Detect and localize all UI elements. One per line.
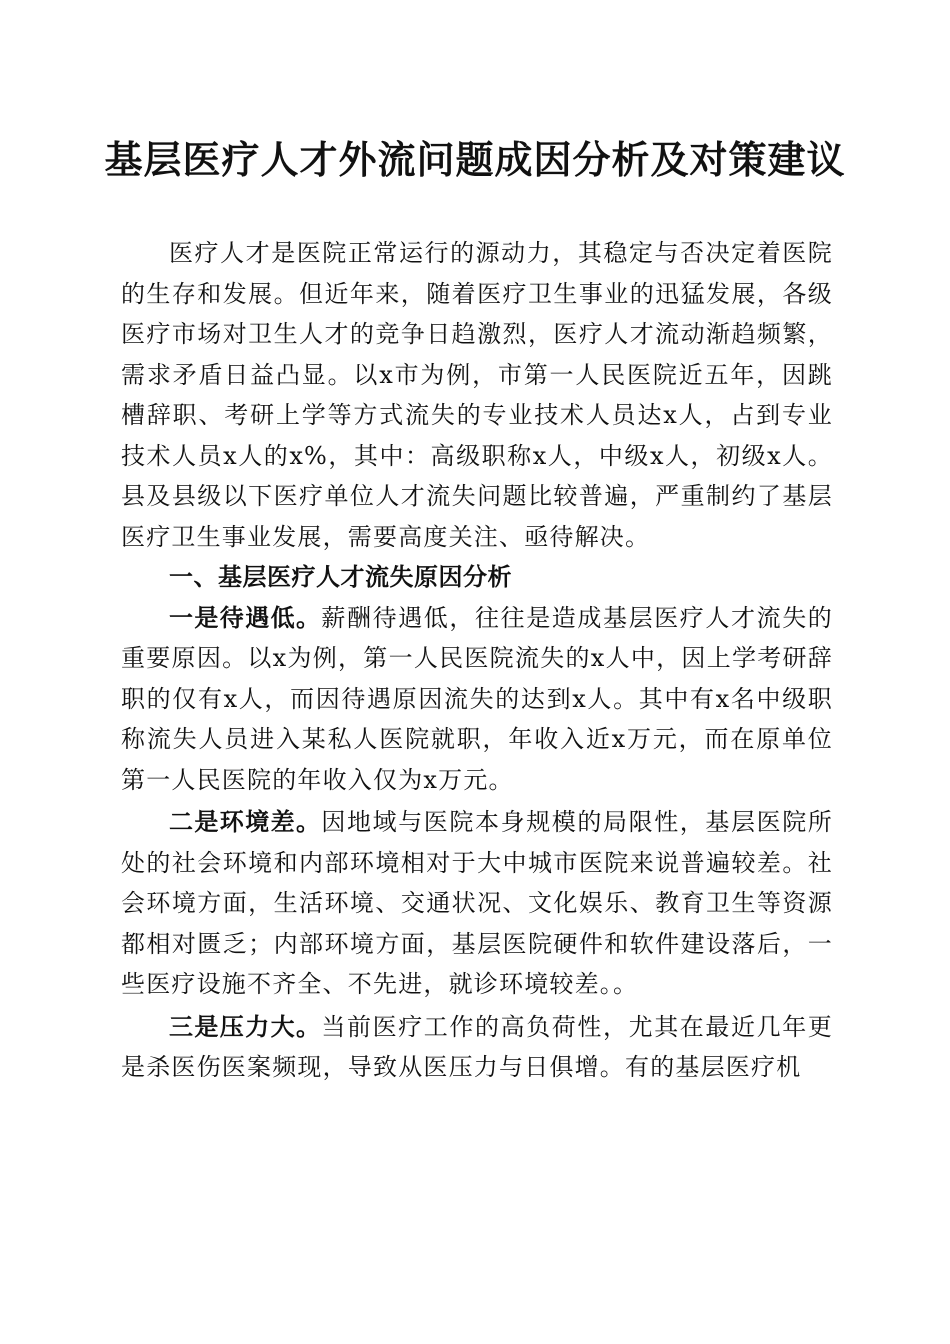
point-text-3: 当前医疗工作的高负荷性，尤其在最近几年更是杀医伤医案频现，导致从医压力与日俱增。有的基层医疗机 (121, 1012, 834, 1081)
point-lead-1: 一是待遇低。 (169, 603, 322, 632)
section-heading: 一、基层医疗人才流失原因分析 (169, 563, 512, 591)
intro-paragraph: 医疗人才是医院正常运行的源动力，其稳定与否决定着医院的生存和发展。但近年来，随着医疗卫生事业的迅猛发展，各级医疗市场对卫生人才的竞争日趋激烈，医疗人才流动渐趋频繁，需求矛盾日益凸显。以x市为例，市第一人民医院近五年，因跳槽辞职、考研上学等方式流失的专业技术人员达x人，占到专业技术人员x人的x%，其中：高级职称x人，中级x人，初级x人。县及县级以下医疗单位人才流失问题比较普遍，严重制约了基层医疗卫生事业发展，需要高度关注、亟待解决。 (121, 239, 833, 551)
point-paragraph-1 (121, 598, 833, 801)
document-body (121, 233, 833, 1088)
point-text-1: 薪酬待遇低，往往是造成基层医疗人才流失的重要原因。以x为例，第一人民医院流失的x人中，因上学考研辞职的仅有x人，而因待遇原因流失的达到x人。其中有x名中级职称流失人员进入某私人医院就职，年收入近x万元，而在原单位第一人民医院的年收入仅为x万元。 (121, 603, 834, 794)
point-paragraph-3 (121, 1007, 833, 1088)
point-lead-3: 三是压力大。 (169, 1012, 322, 1041)
document-title: 基层医疗人才外流问题成因分析及对策建议 (104, 137, 846, 182)
point-text-2: 因地域与医院本身规模的局限性，基层医院所处的社会环境和内部环境相对于大中城市医院来说普遍较差。社会环境方面，生活环境、交通状况、文化娱乐、教育卫生等资源都相对匮乏；内部环境方面，基层医院硬件和软件建设落后，一些医疗设施不齐全、不先进，就诊环境较差。。 (121, 808, 834, 998)
point-paragraph-2 (121, 802, 833, 1005)
point-lead-2: 二是环境差。 (169, 808, 322, 836)
